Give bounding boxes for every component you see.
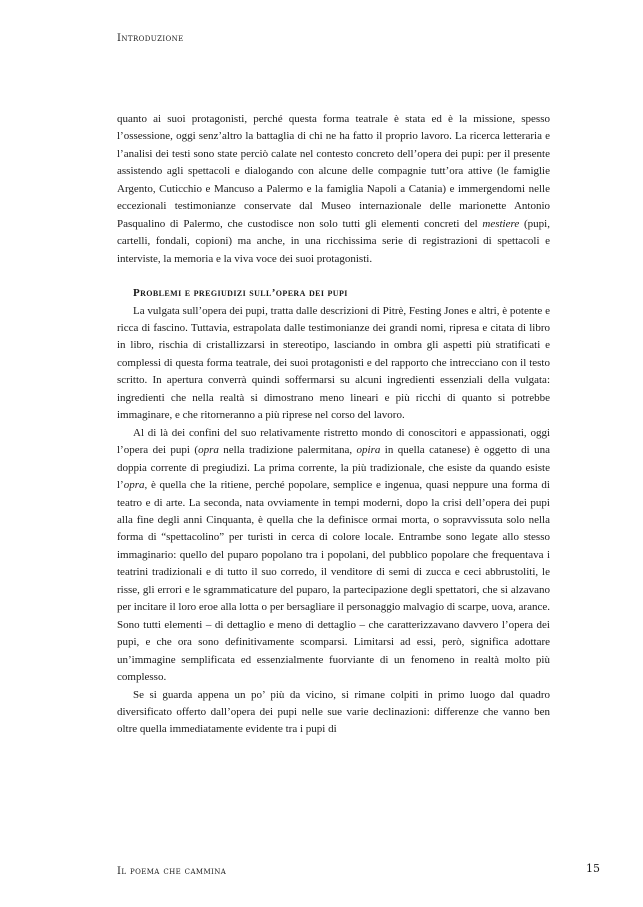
text-run: Al di là dei confini del suo relativamente ristretto mondo di conoscitori e appassionati, oggi l’opera dei pupi ( bbox=[117, 426, 550, 457]
body-text bbox=[117, 111, 550, 739]
text-run: (pupi, cartelli, fondali, copioni) ma anche, in una ricchissima serie di registrazioni di spettacoli e interviste, la memoria e la viva voce dei suoi protagonisti. bbox=[117, 217, 550, 265]
section-heading: Problemi e pregiudizi sull’opera dei pupi bbox=[133, 287, 348, 300]
running-head: Introduzione bbox=[117, 33, 184, 44]
italic-term: opra bbox=[198, 444, 219, 457]
italic-term: mestiere bbox=[482, 217, 520, 230]
paragraph-4: Se si guarda appena un po’ più da vicino, si rimane colpiti in primo luogo dal quadro diversificato offerto dall’opera dei pupi nelle sue varie declinazioni: differenze che vanno ben oltre quella immediatamente evidente tra i pupi di bbox=[117, 688, 550, 736]
paragraph-3 bbox=[117, 425, 550, 687]
text-run: nella tradizione palermitana, bbox=[218, 444, 357, 457]
text-run: , è quella che la ritiene, perché popolare, semplice e ingenua, quasi neppure una forma di teatro e di arte. La seconda, nata ovviamente in tempi moderni, dopo la crisi dell’opera dei pupi alla fine degli anni Cinquanta, è quella che la definisce ormai morta, o sopravvissuta solo nella forma di “spettacolino” per turisti in cerca di colore locale. Entrambe sono legate allo stesso immaginario: quello del puparo popolano tra i popolani, del pubblico popolare che frequentava i teatrini tradizionali e di tutto il suo corredo, il venditore di semi di zucca e ceci abbrustoliti, le risse, gli errori e le sgrammaticature del puparo, la partecipazione degli spettatori, che si alzavano per incitare il loro eroe alla lotta o per bersagliare il personaggio malvagio di scarpe, uova, arance. Sono tutti elementi – di dettaglio e meno di dettaglio – che caratterizzavano davvero l’opera dei pupi, e che ora sono definitivamente scomparsi. Limitarsi ad essi, però, significa adottare un’immagine semplificata ed essenzialmente fuorviante di un fenomeno in realtà molto più complesso. bbox=[117, 479, 550, 684]
paragraph-1 bbox=[117, 111, 550, 268]
text-run: in quella catanese) è oggetto di una doppia corrente di pregiudizi. La prima corrente, la più tradizionale, che esiste da quando esiste l’ bbox=[117, 444, 550, 492]
footer-book-title: Il poema che cammina bbox=[117, 866, 227, 877]
paragraph-2: La vulgata sull’opera dei pupi, tratta dalle descrizioni di Pitrè, Festing Jones e altri, è potente e ricca di fascino. Tuttavia, estrapolata dalle testimonianze dei grandi nomi, ripresa e citata di libro in libro, rischia di cristallizzarsi in stereotipo, lasciando in ombra gli aspetti più stratificati e complessi di questa forma teatrale, dei suoi protagonisti e del rapporto che intrecciano con il testo scritto. In apertura converrà quindi soffermarsi su alcuni ingredienti essenziali della vulgata: ingredienti che nella realtà si dimostrano meno lineari e più ricchi di quanto si potrebbe immaginare, e che ritorneranno a più riprese nel corso del lavoro. bbox=[117, 304, 550, 422]
text-run: quanto ai suoi protagonisti, perché questa forma teatrale è stata ed è la missione, spesso l’ossessione, oggi senz’altro la battaglia di chi ne ha fatto il proprio lavoro. La ricerca letteraria e l’analisi dei testi sono state perciò calate nel contesto concreto dell’opera dei pupi: per il presente assistendo agli spettacoli e dialogando con alcune delle compagnie tutt’ora attive (le famiglie Argento, Cuticchio e Mancuso a Palermo e la famiglia Napoli a Catania) e immergendomi nelle eccezionali testimonianze conservate dal Museo internazionale delle marionette Antonio Pasqualino di Palermo, che custodisce non solo tutti gli elementi concreti del bbox=[117, 113, 550, 230]
page-number: 15 bbox=[586, 862, 600, 875]
italic-term: opira bbox=[356, 444, 381, 457]
italic-term: opra bbox=[123, 479, 145, 492]
